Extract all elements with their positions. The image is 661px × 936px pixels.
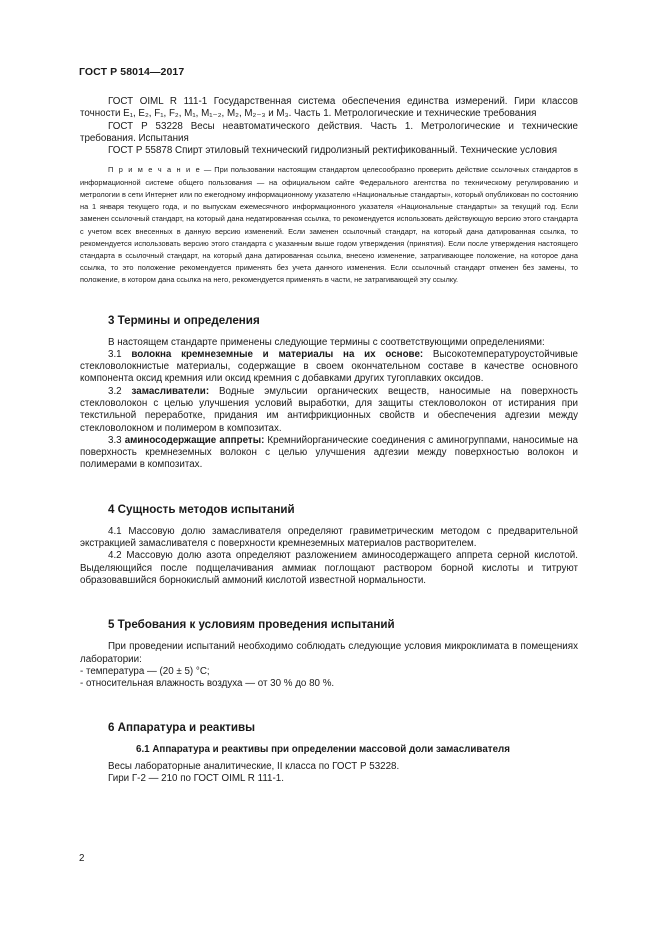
term-number: 3.1	[108, 348, 132, 360]
note-label: П р и м е ч а н и е	[108, 165, 201, 175]
section-5-intro: При проведении испытаний необходимо соблюдать следующие условия микроклимата в помещениях лаборатории:	[80, 641, 578, 665]
section-6-body	[80, 744, 578, 785]
section-3-body	[80, 337, 578, 472]
note-text: — При пользовании настоящим стандартом целесообразно проверить действие ссылочных стандартов в информационной системе общего пользования — на официальном сайте Федерального агентства по техническому регулированию и метрологии в сети Интернет или по ежегодному информационному указателю «Национальные стандарты», который опубликован по состоянию на 1 января текущего года, и по выпускам ежемесячного информационного указателя «Национальные стандарты» за текущий год. Если заменен ссылочный стандарт, на который дана недатированная ссылка, то рекомендуется использовать действующую версию этого стандарта с учетом всех внесенных в данную версию изменений. Если заменен ссылочный стандарт, на который дана датированная ссылка, то рекомендуется использовать версию этого стандарта с указанным выше годом утверждения (принятия). Если после утверждения настоящего стандарта в ссылочный стандарт, на который дана датированная ссылка, внесено изменение, затрагивающее положение, на которое дана ссылка, то это положение рекомендуется применять без учета данного изменения. Если ссылочный стандарт отменен без замены, то положение, в котором дана ссылка на него, рекомендуется применять в части, не затрагивающей эту ссылку.	[80, 165, 578, 285]
term-definition: Водные эмульсии органических веществ, наносимые на поверхность стекловолокон с целью улучшения условий выработки, для защиты стекловолокон от истирания при текстильной переработке, придания им антифрикционных свойств и обеспечения адгезии между стекловолокном и полимером в композитах.	[80, 385, 578, 434]
list-item-humidity: - относительная влажность воздуха — от 30 % до 80 %.	[80, 678, 335, 690]
term-name: волокна кремнеземные и материалы на их основе:	[131, 348, 424, 360]
page-number: 2	[79, 853, 85, 864]
section-3-heading: 3 Термины и определения	[108, 313, 260, 327]
paragraph-4-1: 4.1 Массовую долю замасливателя определяют гравиметрическим методом с предварительной экстракцией замасливателя с поверхности кремнеземных материалов растворителем.	[80, 525, 578, 550]
section-4-body	[80, 526, 578, 587]
section-5-heading: 5 Требования к условиям проведения испытаний	[108, 618, 395, 632]
equipment-item: Весы лабораторные аналитические, II класса по ГОСТ Р 53228.	[108, 760, 400, 772]
term-number: 3.3	[108, 434, 125, 446]
term-name: замасливатели:	[131, 385, 210, 397]
paragraph-4-2: 4.2 Массовую долю азота определяют разложением аминосодержащего аппрета серной кислотой. Выделяющийся после подщелачивания аммиак поглощают раствором борной кислоты и титруют образовавшийся борнокислый аммоний кислотой известной нормальности.	[80, 550, 578, 586]
section-4-heading: 4 Сущность методов испытаний	[108, 502, 295, 516]
term-3-3	[80, 435, 578, 472]
term-number: 3.2	[108, 385, 132, 397]
reference-item: ГОСТ OIML R 111-1 Государственная система обеспечения единства измерений. Гири классов точности E₁, E₂, F₁, F₂, M₁, M₁₋₂, M₂, M₂₋₃ и M₃. Часть 1. Метрологические и технические требования	[80, 96, 578, 120]
term-3-2	[80, 386, 578, 435]
list-item-temperature: - температура — (20 ± 5) °С;	[80, 665, 210, 677]
term-name: аминосодержащие аппреты:	[124, 434, 265, 446]
section-6-heading: 6 Аппаратура и реактивы	[108, 721, 255, 735]
normative-references	[80, 96, 578, 157]
term-3-1	[80, 349, 578, 386]
equipment-item: Гири Г-2 — 210 по ГОСТ OIML R 111-1.	[108, 773, 284, 785]
page-content	[80, 96, 578, 785]
reference-item: ГОСТ Р 53228 Весы неавтоматического действия. Часть 1. Метрологические и технические требования. Испытания	[80, 120, 578, 144]
term-definition: Высокотемпературоустойчивые стекловолокнистые материалы, содержащие в своем окончательном составе в качестве основного компонента оксид кремния или оксид кремния с добавками других тугоплавких оксидов.	[80, 348, 578, 385]
references-note	[80, 164, 578, 286]
document-header: ГОСТ Р 58014—2017	[79, 66, 185, 78]
section-3-intro: В настоящем стандарте применены следующие термины с соответствующими определениями:	[108, 336, 545, 348]
subsection-6-1-heading: 6.1 Аппаратура и реактивы при определении массовой доли замасливателя	[136, 744, 510, 756]
reference-item: ГОСТ Р 55878 Спирт этиловый технический гидролизный ректификованный. Технические условия	[108, 145, 558, 157]
term-definition: Кремнийорганические соединения с аминогруппами, наносимые на поверхность кремнеземных волокон с целью улучшения адгезии между поверхностью волокон и полимерами в композитах.	[80, 434, 578, 471]
section-5-body	[80, 641, 578, 690]
